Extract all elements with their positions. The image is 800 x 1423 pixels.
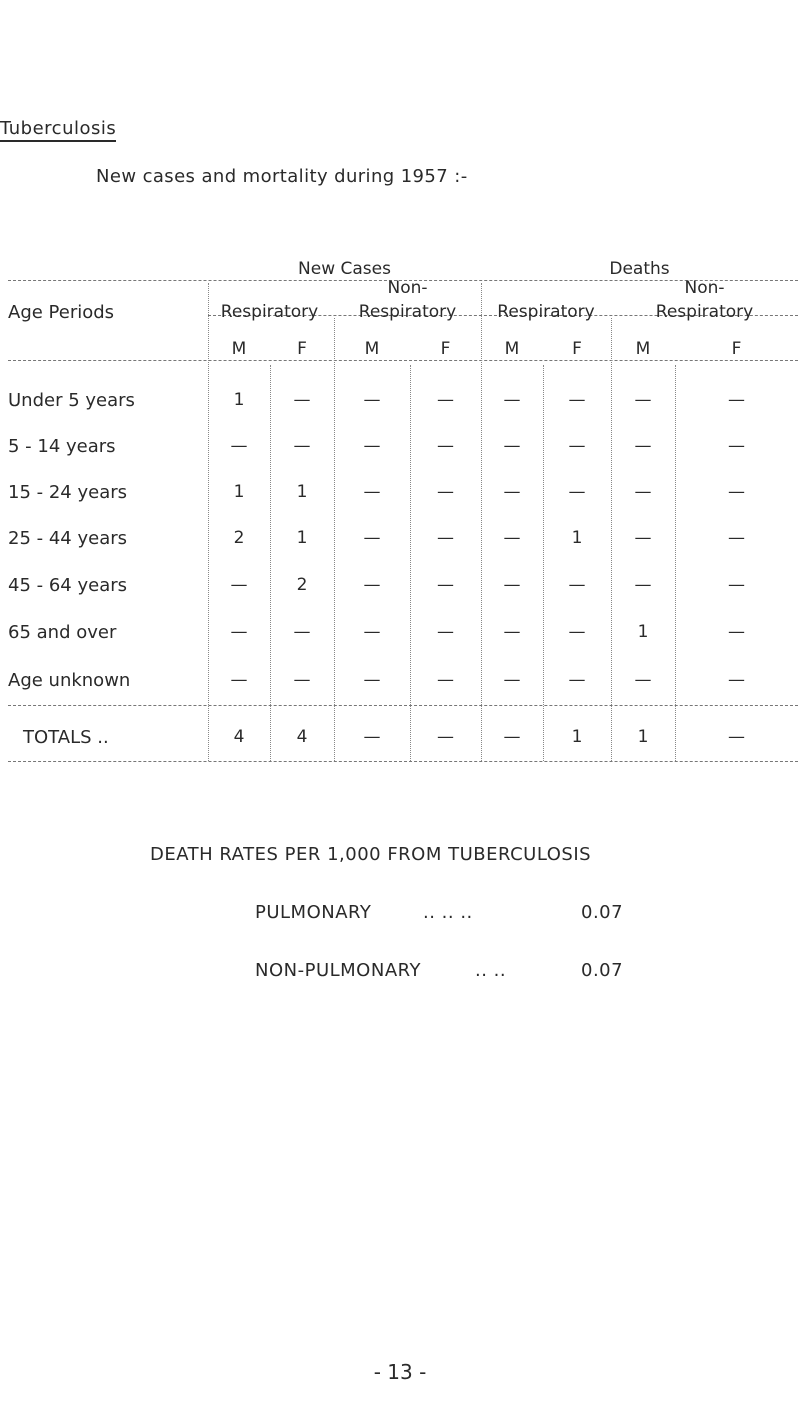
table-cell: —	[230, 575, 248, 595]
table-cell: —	[363, 390, 381, 410]
pulmonary-dots: .. .. ..	[423, 902, 473, 923]
row-label-age-unknown: Age unknown	[8, 670, 131, 691]
table-cell: —	[728, 575, 745, 595]
table-cell: —	[728, 528, 745, 548]
table-cell: 2	[296, 575, 308, 595]
table-cell: —	[568, 482, 586, 502]
totals-cell: 4	[296, 727, 308, 747]
table-cell: —	[503, 622, 521, 642]
table-cell: —	[568, 575, 586, 595]
totals-label: TOTALS ..	[23, 727, 109, 748]
table-cell: —	[634, 670, 652, 690]
table-cell: —	[568, 390, 586, 410]
non-pulmonary-label: NON-PULMONARY	[255, 960, 421, 981]
table-cell: —	[363, 482, 381, 502]
column-divider	[270, 365, 271, 761]
sex-label: F	[297, 339, 307, 359]
row-label-under-5: Under 5 years	[8, 390, 135, 411]
table-cell: —	[363, 436, 381, 456]
pulmonary-value: 0.07	[581, 902, 624, 923]
totals-cell: —	[728, 727, 745, 747]
table-cell: —	[293, 390, 311, 410]
table-cell: —	[363, 528, 381, 548]
row-label-15-24: 15 - 24 years	[8, 482, 128, 503]
table-cell: —	[634, 436, 652, 456]
group-header-deaths: Deaths	[609, 259, 670, 279]
table-cell: —	[293, 436, 311, 456]
non-respiratory-header-deaths-line1: Non-	[684, 278, 725, 298]
table-cell: —	[728, 622, 745, 642]
table-cell: 1	[571, 528, 583, 548]
table-cell: —	[437, 436, 454, 456]
sex-label: F	[440, 339, 451, 359]
table-cell: 1	[296, 528, 308, 548]
row-label-5-14: 5 - 14 years	[8, 436, 116, 457]
table-cell: 2	[233, 528, 245, 548]
table-cell: —	[437, 670, 454, 690]
sex-label: M	[635, 339, 651, 359]
sex-label: F	[572, 339, 582, 359]
table-cell: —	[728, 670, 745, 690]
table-cell: —	[363, 622, 381, 642]
table-cell: —	[437, 482, 454, 502]
table-cell: —	[230, 622, 248, 642]
sex-label: F	[731, 339, 742, 359]
table-cell: —	[230, 670, 248, 690]
table-cell: —	[363, 670, 381, 690]
non-pulmonary-dots: .. ..	[475, 960, 507, 981]
table-cell: —	[503, 528, 521, 548]
age-periods-header: Age Periods	[8, 302, 115, 323]
table-cell: —	[437, 390, 454, 410]
row-label-45-64: 45 - 64 years	[8, 575, 128, 596]
table-cell: —	[634, 390, 652, 410]
non-respiratory-header-deaths-line2: Respiratory	[655, 302, 754, 322]
table-cell: —	[230, 436, 248, 456]
table-cell: —	[728, 390, 745, 410]
pulmonary-label: PULMONARY	[255, 902, 372, 923]
totals-top-rule	[8, 705, 798, 706]
totals-cell: —	[503, 727, 521, 747]
table-cell: —	[437, 575, 454, 595]
page-title: Tuberculosis	[0, 118, 116, 142]
non-pulmonary-value: 0.07	[581, 960, 624, 981]
table-cell: —	[503, 482, 521, 502]
table-cell: —	[503, 670, 521, 690]
table-cell: —	[293, 622, 311, 642]
column-header-rule	[8, 360, 798, 361]
totals-cell: —	[363, 727, 381, 747]
death-rates-title: DEATH RATES PER 1,000 FROM TUBERCULOSIS	[150, 844, 592, 865]
page-number: - 13 -	[373, 1360, 427, 1384]
totals-cell: —	[437, 727, 454, 747]
totals-cell: 4	[233, 727, 245, 747]
table-cell: 1	[296, 482, 308, 502]
table-cell: —	[363, 575, 381, 595]
row-label-65-over: 65 and over	[8, 622, 117, 643]
table-cell: —	[437, 622, 454, 642]
column-divider	[675, 365, 676, 761]
non-respiratory-header-new-line2: Respiratory	[358, 302, 457, 322]
totals-cell: 1	[637, 727, 649, 747]
table-cell: —	[568, 622, 586, 642]
table-cell: —	[437, 528, 454, 548]
table-cell: 1	[233, 482, 245, 502]
column-divider	[410, 365, 411, 761]
table-bottom-rule	[8, 761, 798, 762]
group-header-new-cases: New Cases	[298, 259, 391, 279]
totals-cell: 1	[571, 727, 583, 747]
table-cell: 1	[637, 622, 649, 642]
table-cell: —	[503, 390, 521, 410]
table-cell: 1	[233, 390, 245, 410]
column-divider	[543, 365, 544, 761]
table-cell: —	[634, 528, 652, 548]
table-cell: —	[568, 670, 586, 690]
table-cell: —	[568, 436, 586, 456]
table-cell: —	[503, 436, 521, 456]
table-cell: —	[503, 575, 521, 595]
table-cell: —	[728, 436, 745, 456]
table-cell: —	[634, 575, 652, 595]
table-cell: —	[728, 482, 745, 502]
respiratory-header-new: Respiratory	[220, 302, 319, 322]
sex-label: M	[504, 339, 520, 359]
non-respiratory-header-new-line1: Non-	[387, 278, 428, 298]
sex-label: M	[364, 339, 380, 359]
table-cell: —	[293, 670, 311, 690]
subtitle: New cases and mortality during 1957 :-	[96, 166, 468, 187]
sex-label: M	[231, 339, 247, 359]
table-cell: —	[634, 482, 652, 502]
row-label-25-44: 25 - 44 years	[8, 528, 128, 549]
respiratory-header-deaths: Respiratory	[497, 302, 595, 322]
